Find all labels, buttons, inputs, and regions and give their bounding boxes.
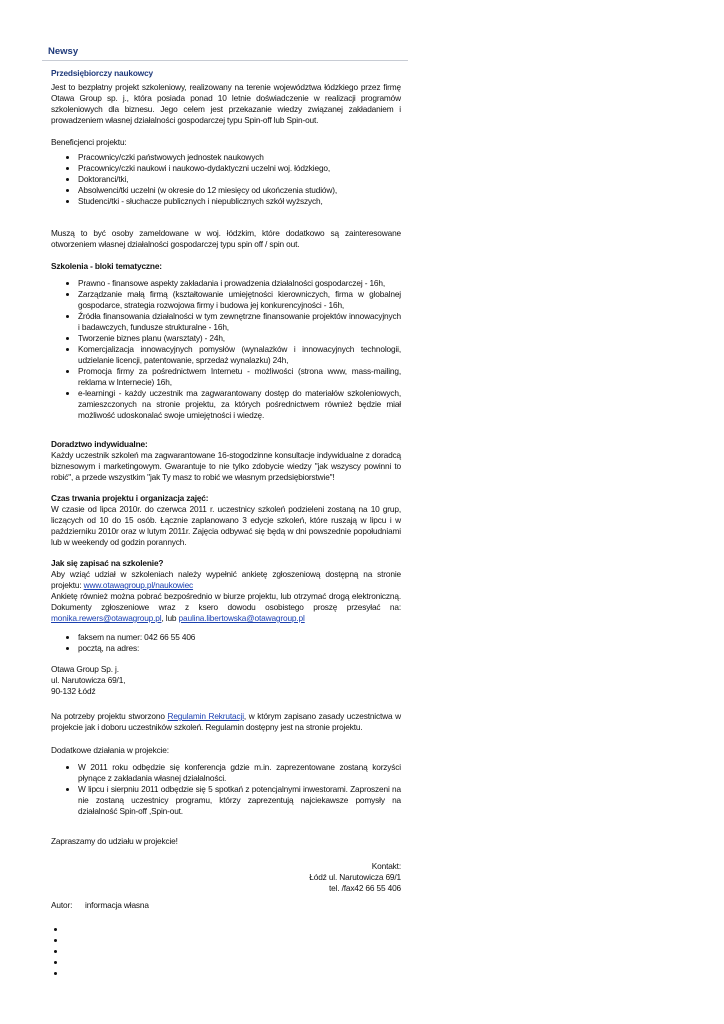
author-value: informacja własna [85,900,149,910]
list-item: • Tworzenie biznes planu (warsztaty) - 24h, [78,333,401,344]
contact-block [51,861,401,894]
address-line: Otawa Group Sp. j. [51,664,119,674]
signup-paragraph-1 [51,569,401,591]
article-title: Przedsiębiorczy naukowcy [51,68,153,78]
regulations-text-1: Na potrzeby projektu stworzono [51,711,168,721]
list-item: • Pracownicy/czki naukowi i naukowo-dydaktyczni uczelni woj. łódzkiego, [78,163,401,174]
list-item: • Pracownicy/czki państwowych jednostek naukowych [78,152,401,163]
author-row [51,900,401,911]
extra-activities-list [51,762,401,817]
empty-list-item [66,957,401,968]
empty-list-item [66,968,401,979]
signup-paragraph-2 [51,591,401,624]
list-item: • Źródła finansowania działalności w tym zewnętrzne finansowanie projektów innowacyjnych i badawczych, fundusze strukturalne - 16h, [78,311,401,333]
empty-bullet-list [51,924,401,979]
regulations-paragraph [51,711,401,733]
training-list [51,278,401,421]
empty-list-item [66,924,401,935]
project-website-link[interactable]: www.otawagroup.pl/naukowiec [83,580,194,590]
section-divider [42,60,408,61]
regulations-text-2: , w którym zapisano zasady uczestnictwa w projekcie jak i doboru uczestników szkoleń. Regulamin dostępny jest na stronie projektu. [51,711,402,732]
address-line: 90-132 Łódź [51,686,96,696]
list-item: • pocztą, na adres: [78,643,401,654]
advisory-heading: Doradztwo indywidualne: [51,439,148,449]
list-item: • e-learningi - każdy uczestnik ma zagwarantowany dostęp do materiałów szkoleniowych, zamieszczonych na stronie projektu, za których pośrednictwem również będzie miał możliwość udoskonalać swoje umiejętności i wiedzę. [78,388,401,421]
list-item: • Doktoranci/tki, [78,174,401,185]
empty-list-item [66,946,401,957]
contact-methods-list [51,632,401,654]
address-line: ul. Narutowicza 69/1, [51,675,126,685]
list-item: • faksem na numer: 042 66 55 406 [78,632,401,643]
list-item: • W 2011 roku odbędzie się konferencja gdzie m.in. zaprezentowane zostaną korzyści płynące z zakładania własnej działalności. [78,762,401,784]
list-item: • Komercjalizacja innowacyjnych pomysłów (wynalazków i innowacyjnych technologii, udzielanie licencji, patentowanie, sprzedaż wynalazku) 24h, [78,344,401,366]
email-link-monika[interactable]: monika.rewers@otawagroup.pl [51,613,162,623]
contact-line: tel. /fax42 66 55 406 [328,883,401,893]
author-label: Autor: [51,900,73,910]
list-item: • Promocja firmy za pośrednictwem Internetu - możliwości (strona www, mass-mailing, reklama w Internecie) 16h, [78,366,401,388]
contact-line: Kontakt: [371,861,401,871]
contact-line: Łódź ul. Narutowicza 69/1 [309,872,401,882]
list-item: • Zarządzanie małą firmą (kształtowanie umiejętności kierowniczych, firma w globalnej gospodarce, strategia rozwojowa firmy i budowa jej konkurencyjności - 16h, [78,289,401,311]
signup-text-1: Aby wziąć udział w szkoleniach należy wypełnić ankietę zgłoszeniową dostępną na stronie projektu: [51,569,401,590]
email-link-paulina[interactable]: paulina.libertowska@otawagroup.pl [178,613,305,623]
residency-note: Muszą to być osoby zameldowane w woj. łódzkim, które dodatkowo są zainteresowane otworzeniem własnej działalności gospodarczej typu spin off / spin out. [51,228,401,249]
training-heading: Szkolenia - bloki tematyczne: [51,261,162,271]
postal-address [51,664,401,697]
list-item: • W lipcu i sierpniu 2011 odbędzie się 5 spotkań z potencjalnymi inwestorami. Zaproszeni na nie zostaną uczestnicy programu, którzy zaprezentują najciekawsze pomysły na działalność Spin-off ,Spin-out. [78,784,401,817]
duration-text: W czasie od lipca 2010r. do czerwca 2011 r. uczestnicy szkoleń podzieleni zostaną na 10 grup, liczących od 10 do 15 osób. Łącznie zaplanowano 3 edycje szkoleń, które ruszają w lipcu i w październiku 2010r oraz w lutym 2011r. Zajęcia odbywać się będą w dni powszednie popołudniami lub w weekendy od godzin porannych. [51,504,401,547]
list-item: • Studenci/tki - słuchacze publicznych i niepublicznych szkół wyższych, [78,196,401,207]
signup-text-2: Ankietę również można pobrać bezpośrednio w biurze projektu, lub otrzymać drogą elektroniczną. Dokumenty zgłoszeniowe wraz z ksero dowodu osobistego proszę przesyłać na: [51,591,401,612]
empty-list-item [66,935,401,946]
signup-heading: Jak się zapisać na szkolenie? [51,558,164,568]
invitation-text: Zapraszamy do udziału w projekcie! [51,836,178,846]
email-separator: , lub [161,613,179,623]
beneficiaries-list [51,152,401,207]
article-intro: Jest to bezpłatny projekt szkoleniowy, realizowany na terenie województwa łódzkiego przez firmę Otawa Group sp. j., która posiada ponad 10 letnie doświadczenie w realizacji programów szkoleniowych dla biznesu. Jego celem jest przekazanie wiedzy związanej zakładaniem i prowadzeniem własnej działalności gospodarczej typu Spin-off lub Spin-out. [51,82,401,125]
regulations-link[interactable]: Regulamin Rekrutacji [167,711,244,721]
list-item: • Absolwenci/tki uczelni (w okresie do 12 miesięcy od ukończenia studiów), [78,185,401,196]
article-content [51,68,401,979]
duration-heading: Czas trwania projektu i organizacja zajęć: [51,493,209,503]
list-item: • Prawno - finansowe aspekty zakładania i prowadzenia działalności gospodarczej - 16h, [78,278,401,289]
extra-activities-heading: Dodatkowe działania w projekcie: [51,745,169,755]
section-title: Newsy [48,46,79,57]
advisory-text: Każdy uczestnik szkoleń ma zagwarantowane 16-stogodzinne konsultacje indywidualne z doradcą biznesowym i marketingowym. Gwarantuje to nie tylko zdobycie wiedzy "jak wszyscy powinni to robić", a przede wszystkim "jak Ty masz to robić we własnym przedsiębiorstwie"! [51,450,401,482]
beneficiaries-heading: Beneficjenci projektu: [51,137,127,147]
